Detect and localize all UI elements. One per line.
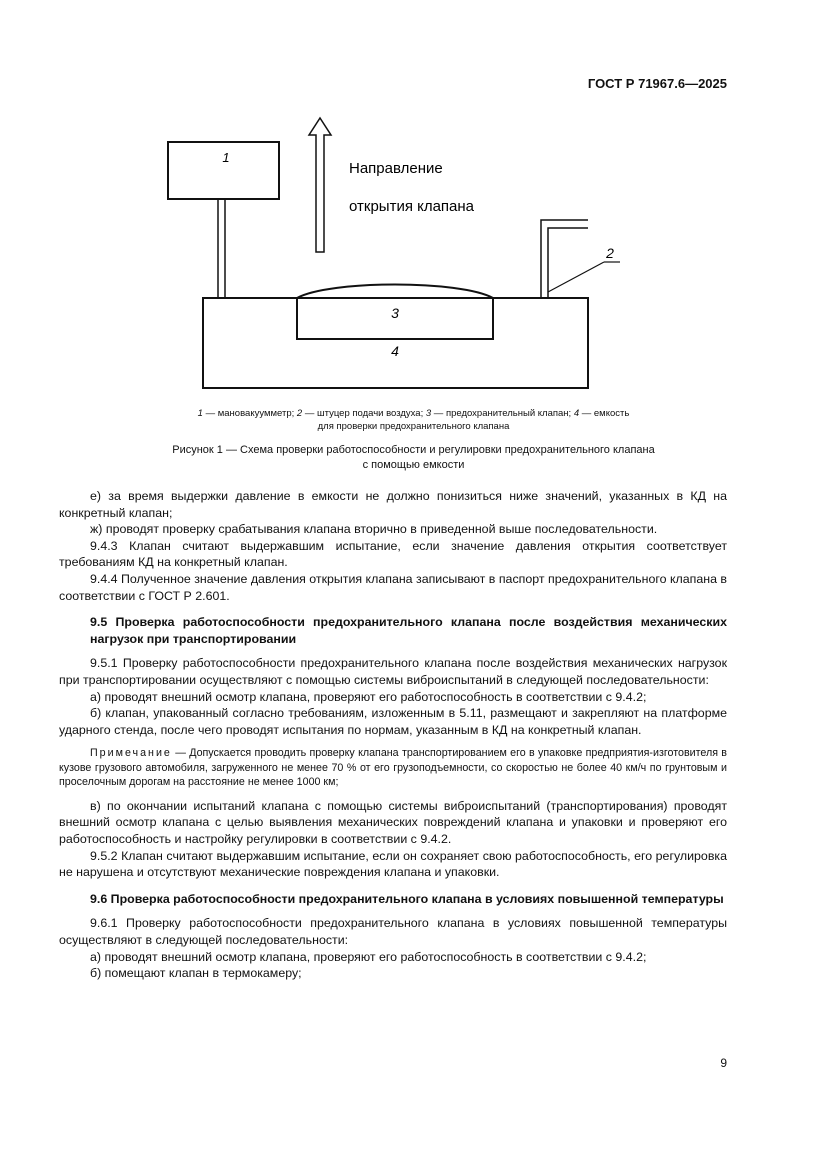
container-label: 4 [391, 343, 399, 359]
paragraph: 9.4.3 Клапан считают выдержавшим испытание, если значение давления открытия соответствует требованиям КД на конкретный клапан. [59, 538, 727, 570]
legend-num: 1 [197, 408, 203, 419]
direction-label-line2: открытия клапана [349, 198, 475, 215]
opening-direction-arrow [309, 118, 331, 252]
legend-text: — штуцер подачи воздуха; [302, 408, 426, 419]
valve-label: 3 [391, 305, 399, 321]
document-code: ГОСТ Р 71967.6—2025 [587, 76, 727, 91]
body-text [59, 488, 727, 982]
manometer-label: 1 [222, 150, 230, 165]
legend-num: 2 [296, 408, 303, 419]
figure-caption [100, 443, 727, 473]
paragraph: в) по окончании испытаний клапана с помощью системы виброиспытаний (транспортирования) проводят внешний осмотр клапана с целью выявления механических повреждений клапана и упаковки и проверяют его работоспособность и настройку регулировки в соответствии с 9.4.2. [59, 798, 727, 846]
section-heading-9-5: 9.5 Проверка работоспособности предохранительного клапана после воздействия механических нагрузок при транспортировании [90, 615, 727, 646]
section-heading-9-6: 9.6 Проверка работоспособности предохранительного клапана в условиях повышенной температуры [90, 891, 724, 906]
paragraph: 9.4.4 Полученное значение давления открытия клапана записывают в паспорт предохранительного клапана в соответствии с ГОСТ Р 2.601. [59, 571, 727, 603]
paragraph: е) за время выдержки давление в емкости не должно понизиться ниже значений, указанных в КД на конкретный клапан; [59, 489, 727, 520]
legend-text: — мановакуумметр; [202, 408, 297, 419]
paragraph: б) клапан, упакованный согласно требованиям, изложенным в 5.11, размещают и закрепляют на платформе ударного стенда, после чего проводят испытания по нормам, указанным в КД на конкретный клапан. [59, 706, 727, 737]
figure-caption-line2: с помощью емкости [362, 459, 465, 471]
note [59, 746, 727, 790]
fitting-leader [548, 262, 604, 292]
valve-dome [297, 285, 493, 299]
paragraph: 9.5.1 Проверку работоспособности предохранительного клапана после воздействия механических нагрузок при транспортировании осуществляют с помощью системы виброиспытаний в следующей последовательности: [59, 656, 727, 687]
paragraph: ж) проводят проверку срабатывания клапана вторично в приведенной выше последовательности. [90, 522, 658, 537]
note-text: — Допускается проводить проверку клапана транспортированием его в упаковке предприятия-изготовителя в кузове грузового автомобиля, загруженного не менее 70 % от его грузоподъемности, со скоростью не более 40 км/ч по грунтовым и проселочным дорогам на расстояние не менее 1000 км; [59, 747, 727, 789]
legend-text: — емкость [579, 408, 630, 419]
figure-legend [100, 407, 727, 433]
air-fitting [548, 228, 588, 298]
note-label: Примечание [90, 747, 172, 760]
paragraph: б) помещают клапан в термокамеру; [90, 966, 302, 981]
page-number: 9 [720, 1056, 727, 1070]
valve-test-diagram [0, 0, 827, 400]
figure-caption-line1: Рисунок 1 — Схема проверки работоспособности и регулировки предохранительного клапана [172, 444, 655, 456]
legend-text: — предохранительный клапан; [431, 408, 574, 419]
direction-label-line1: Направление [349, 160, 443, 177]
legend-line2: для проверки предохранительного клапана [317, 421, 510, 432]
legend-num: 3 [425, 408, 432, 419]
fitting-label: 2 [606, 245, 614, 261]
paragraph: 9.6.1 Проверку работоспособности предохранительного клапана в условиях повышенной температуры осуществляют в следующей последовательности: [59, 916, 727, 947]
legend-num: 4 [573, 408, 580, 419]
paragraph: а) проводят внешний осмотр клапана, проверяют его работоспособность в соответствии с 9.4.2; [90, 689, 647, 704]
paragraph: 9.5.2 Клапан считают выдержавшим испытание, если он сохраняет свою работоспособность, его регулировка не нарушена и отсутствуют механические повреждения клапана и упаковки. [59, 848, 727, 880]
paragraph: а) проводят внешний осмотр клапана, проверяют его работоспособность в соответствии с 9.4.2; [90, 949, 647, 964]
